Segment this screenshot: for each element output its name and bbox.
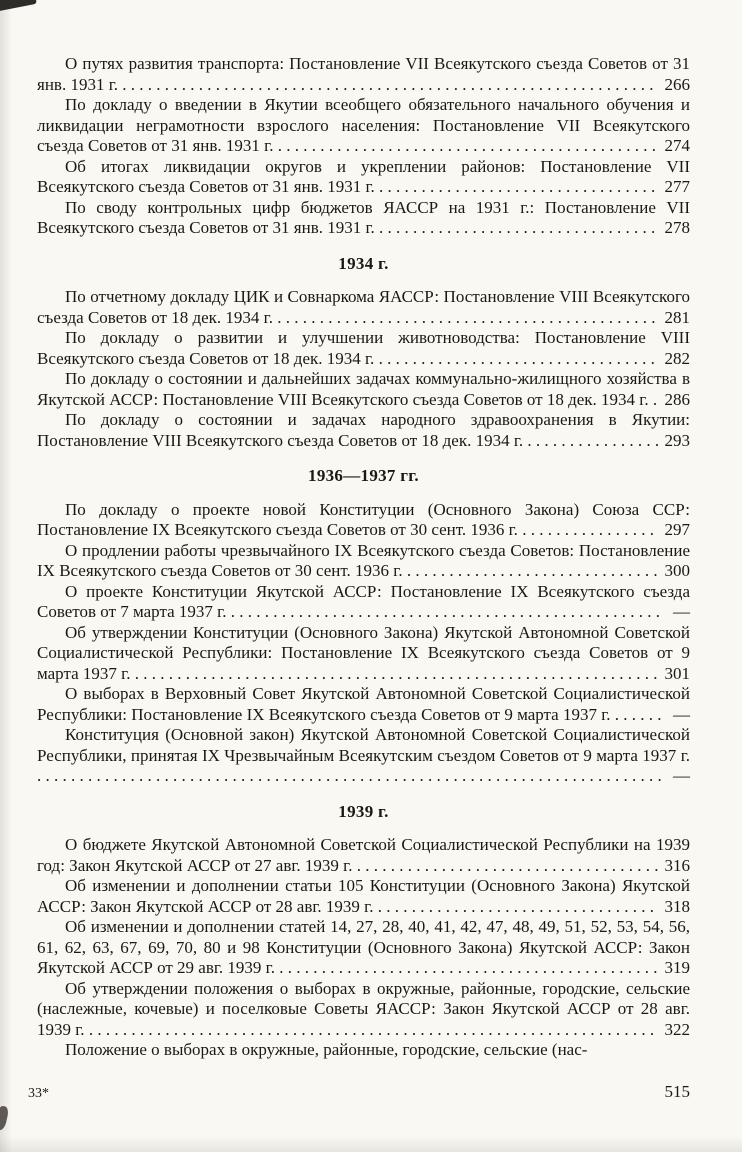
entry-page-number: 301: [664, 663, 690, 683]
entry-title: О проекте Конституции Якутской АССР: Постановление IX Всеякутского съезда Советов от 7 марта 1937 г.: [37, 581, 690, 621]
dot-leader: .: [648, 389, 658, 409]
toc-entry: [37, 328, 690, 369]
entry-page-number: 274: [664, 136, 690, 155]
entry-title: Об утверждении Конституции (Основного Закона) Якутской Автономной Советской Социалистической Республики: Постановление IX Всеякутского съезда Советов от 9 марта 1937 г.: [37, 622, 690, 683]
entry-title: О выборах в Верховный Совет Якутской Автономной Советской Социалистической Республики: Постановление IX Всеякутского съезда Советов от 9 марта 1937 г.: [37, 684, 690, 724]
entry-title: По отчетному докладу ЦИК и Совнаркома ЯАССР: Постановление VIII Всеякутского съезда Советов от 18 дек. 1934 г.: [37, 287, 690, 327]
dot-leader: . . . . . . . . . . . . . . . . . . . . . . . . . . . . . .: [402, 561, 658, 580]
toc-entry: [37, 500, 690, 541]
toc-entry: [37, 725, 690, 787]
dot-leader: . . . . . . . . . . . . . . . . . . . . . . . . . . . . . . . . . . . . . . . . . . . . . . . . . . . . . . . . . . . . . .: [130, 663, 658, 683]
entry-title: По докладу о введении в Якутии всеобщего обязательного начального обучения и ликвидации неграмотности взрослого населения: Постановление VII Всеякутского съезда Советов от 31 янв. 1931 г.: [37, 95, 690, 155]
toc-entry: [37, 95, 690, 157]
entry-page-number: 318: [664, 896, 690, 916]
entry-title: Об изменении и дополнении статей 14, 27, 28, 40, 41, 42, 47, 48, 49, 51, 52, 53, 54, 56, 61, 62, 63, 67, 69, 70, 80 и 98 Конституции (Основного Закона) Якутской АССР: Закон Якутской АССР от 29 авг. 1939 г.: [37, 917, 690, 977]
entry-page-number: —: [673, 602, 690, 621]
entry-page-number: 316: [664, 855, 690, 875]
toc-entry: [37, 198, 690, 239]
entry-page-number: 281: [664, 307, 690, 327]
toc-entry: [37, 157, 690, 198]
entry-title: Положение о выборах в окружные, районные, городские, сельские (нас-: [65, 1040, 588, 1059]
toc-entry: [37, 369, 690, 410]
dot-leader: . . . . . . . . . . . . . . . . . . . . . . . . . . . . . . . . . . . .: [352, 855, 659, 875]
dot-leader: . . . . . . . . . . . . . . . . . . . . . . . . . . . . . . . . . . . . . . . . . . . . .: [274, 958, 658, 977]
entry-page-number: 322: [664, 1019, 690, 1039]
entry-title: Об утверждении положения о выборах в окружные, районные, городские, сельские (наслежные, кочевые) и поселковые Советы ЯАССР: Закон Якутской АССР от 28 авг. 1939 г.: [37, 978, 690, 1039]
toc-entry: [37, 1040, 690, 1061]
page-number: 515: [664, 1082, 690, 1101]
dot-leader: . . . . . . . . . . . . . . . .: [517, 520, 654, 539]
toc-entry: [37, 979, 690, 1041]
entry-page-number: 319: [664, 958, 690, 977]
scan-artifact-bottom-edge: [0, 1136, 742, 1152]
entry-page-number: 266: [664, 74, 690, 94]
toc-entry: [37, 684, 690, 725]
dot-leader: . . . . . . . . . . . . . . . . . . . . . . . . . . . . . . . . . . . . . . . . . . . . . . . . . . . . . . . . . . . . . . .: [118, 74, 654, 94]
toc-entry: [37, 876, 690, 917]
entry-page-number: 277: [664, 177, 690, 196]
scan-artifact-bottom-left: [0, 1105, 10, 1131]
toc-entry: [37, 917, 690, 979]
dot-leader: . . . . . . . . . . . . . . . . . . . . . . . . . . . . . . . . .: [373, 896, 654, 916]
dot-leader: . . . . . . . . . . . . . . . . . . . . . . . . . . . . . . . . . . . . . . . . . . . . .: [273, 136, 656, 155]
entry-title: По докладу о состоянии и дальнейших задачах коммунально-жилищного хозяйства в Якутской АССР: Постановление VIII Всеякутского съезда Советов от 18 дек. 1934 г.: [37, 369, 690, 409]
toc-entry: [37, 835, 690, 876]
entry-page-number: —: [673, 704, 690, 724]
entry-title: Конституция (Основной закон) Якутской Автономной Советской Социалистической Республики, принятая IX Чрезвычайным Всеякутским съездом Советов от 9 марта 1937 г.: [37, 725, 690, 765]
section-heading-1934: 1934 г.: [338, 253, 389, 273]
entry-page-number: 282: [664, 348, 690, 368]
signature-mark: 33*: [28, 1086, 49, 1101]
section-heading-1939: 1939 г.: [338, 801, 389, 821]
toc-entry: [37, 54, 690, 95]
entry-title: О бюджете Якутской Автономной Советской Социалистической Республики на 1939 год: Закон Якутской АССР от 27 авг. 1939 г.: [37, 835, 690, 875]
page-gutter-shadow: [0, 0, 12, 1152]
scan-artifact-top-left: [0, 0, 37, 12]
dot-leader: . . . . . . . . . . . . . . . . . . . . . . . . . . . . . . . . .: [374, 177, 656, 196]
toc-entry: [37, 623, 690, 685]
dot-leader: . . . . . . . . . . . . . . . . . . . . . . . . . . . . . . . . .: [374, 218, 656, 237]
entry-page-number: 278: [664, 218, 690, 237]
dot-leader: . . . . . . . . . . . . . . . . . . . . . . . . . . . . . . . . .: [374, 348, 655, 368]
entry-title: Об изменении и дополнении статьи 105 Конституции (Основного Закона) Якутской АССР: Закон Якутской АССР от 28 авг. 1939 г.: [37, 876, 690, 916]
entry-page-number: —: [673, 766, 690, 785]
toc-entry: [37, 287, 690, 328]
entry-title: По докладу о развитии и улучшении животноводства: Постановление VIII Всеякутского съезда Советов от 18 дек. 1934 г.: [37, 328, 690, 368]
dot-leader: . . . . . . . . . . . . . . . . . . . . . . . . . . . . . . . . . . . . . . . . . . . . . . . . . . . . . . . . . . . . . . . . . . .: [84, 1019, 655, 1039]
table-of-contents: [37, 54, 690, 1061]
section-heading-1936-1937: 1936—1937 гг.: [308, 466, 419, 485]
entry-page-number: 293: [664, 430, 690, 450]
entry-title: О продлении работы чрезвычайного IX Всеякутского съезда Советов: Постановление IX Всеякутского съезда Советов от 30 сент. 1936 г.: [37, 540, 690, 580]
dot-leader: . . . . . . . . . . . . . . . .: [523, 430, 660, 450]
toc-entry: [37, 582, 690, 623]
toc-entry: [37, 541, 690, 582]
dot-leader: . . . . . . . . . . . . . . . . . . . . . . . . . . . . . . . . . . . . . . . . . . . . . . . . . . . . . . . . . . . . . . . . . . . . . . . . . .: [37, 766, 662, 785]
page-footer: [28, 1082, 690, 1102]
entry-page-number: 300: [664, 561, 690, 580]
entry-page-number: 297: [664, 520, 690, 539]
entry-title: По докладу о состоянии и задачах народного здравоохранения в Якутии: Постановление VIII Всеякутского съезда Советов от 18 дек. 1934 г.: [37, 410, 690, 450]
dot-leader: . . . . . .: [610, 704, 662, 724]
entry-title: По докладу о проекте новой Конституции (Основного Закона) Союза ССР: Постановление IX Всеякутского съезда Советов от 30 сент. 1936 г.: [37, 499, 690, 539]
entry-title: Об итогах ликвидации округов и укреплении районов: Постановление VII Всеякутского съезда Советов от 31 янв. 1931 г.: [37, 156, 690, 196]
entry-title: По своду контрольных цифр бюджетов ЯАССР на 1931 г.: Постановление VII Всеякутского съезда Советов от 31 янв. 1931 г.: [37, 197, 690, 237]
dot-leader: . . . . . . . . . . . . . . . . . . . . . . . . . . . . . . . . . . . . . . . . . . . . . . . . . . .: [226, 602, 660, 621]
dot-leader: . . . . . . . . . . . . . . . . . . . . . . . . . . . . . . . . . . . . . . . . . . . . .: [272, 307, 656, 327]
entry-page-number: 286: [664, 389, 690, 409]
toc-entry: [37, 410, 690, 451]
entry-title: О путях развития транспорта: Постановление VII Всеякутского съезда Советов от 31 янв. 1931 г.: [37, 54, 690, 94]
